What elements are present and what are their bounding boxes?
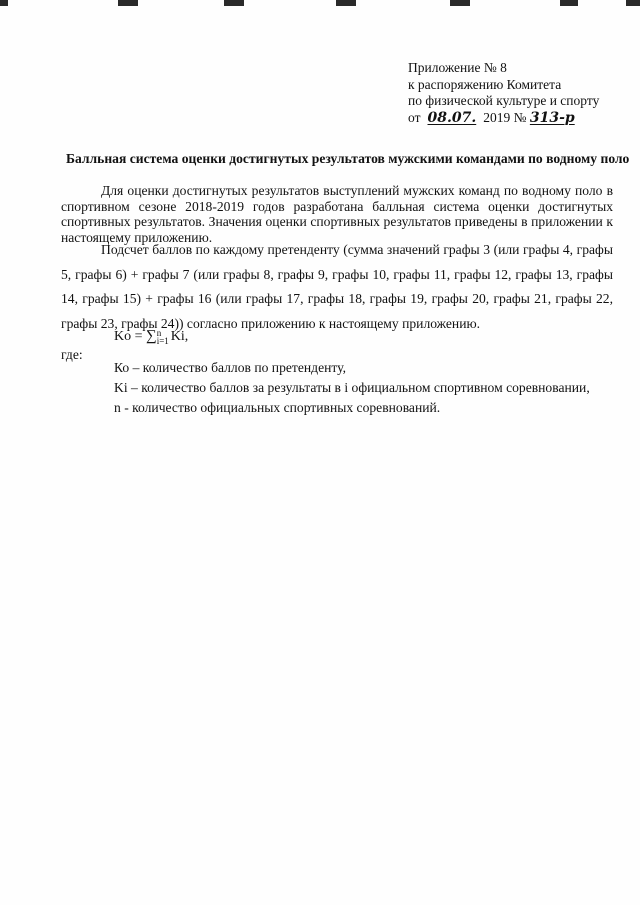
scan-top-edge	[0, 0, 640, 7]
handwritten-date: 08.07.	[427, 109, 477, 126]
document-title: Балльная система оценки достигнутых результатов мужскими командами по водному поло	[66, 151, 630, 166]
sum-lower-limit: i=1	[156, 335, 169, 346]
date-line	[408, 110, 618, 127]
year-label: 2019 №	[483, 109, 527, 125]
formula-lhs: Ko =	[114, 329, 147, 344]
approval-block	[408, 60, 618, 126]
scan-artifact	[626, 0, 640, 6]
where-label: где:	[61, 347, 83, 362]
definitions-list	[114, 358, 590, 418]
committee-name: по физической культуре и спорту	[408, 93, 600, 108]
sum-limits	[157, 329, 169, 345]
scan-artifact	[0, 0, 8, 6]
order-reference: к распоряжению Комитета	[408, 76, 562, 92]
formula-rhs: Ki,	[170, 329, 189, 344]
handwritten-number: 313-р	[529, 109, 575, 126]
scan-artifact	[224, 0, 244, 6]
scan-artifact	[450, 0, 470, 6]
sum-upper-limit: n	[156, 327, 162, 338]
appendix-number: Приложение № 8	[408, 60, 507, 75]
paragraph-intro: Для оценки достигнутых результатов выступлений мужских команд по водному поло в спортивном сезоне 2018-2019 годов разработана балльная система оценки достигнутых спортивных результатов. Значения оценки спортивных результатов приведены в приложении к настоящему приложению.	[61, 183, 613, 245]
scan-artifact	[560, 0, 578, 6]
definition-item: Ki – количество баллов за результаты в i официальном спортивном соревновании,	[114, 380, 590, 395]
definition-item: Ко – количество баллов по претенденту,	[114, 360, 346, 375]
from-label: от	[408, 109, 421, 125]
definition-item: n - количество официальных спортивных соревнований.	[114, 400, 441, 415]
scan-artifact	[336, 0, 356, 6]
score-formula	[114, 328, 188, 345]
paragraph-calculation: Подсчет баллов по каждому претенденту (сумма значений графы 3 (или графы 4, графы 5, графы 6) + графы 7 (или графы 8, графы 9, графы 10, графы 11, графы 12, графы 13, графы 14, графы 15) + графы 16 (или графы 17, графы 18, графы 19, графы 20, графы 21, графы 22, графы 23, графы 24)) согласно приложению к настоящему приложению.	[61, 242, 613, 331]
sum-symbol: ∑	[146, 328, 157, 344]
scan-artifact	[118, 0, 138, 6]
